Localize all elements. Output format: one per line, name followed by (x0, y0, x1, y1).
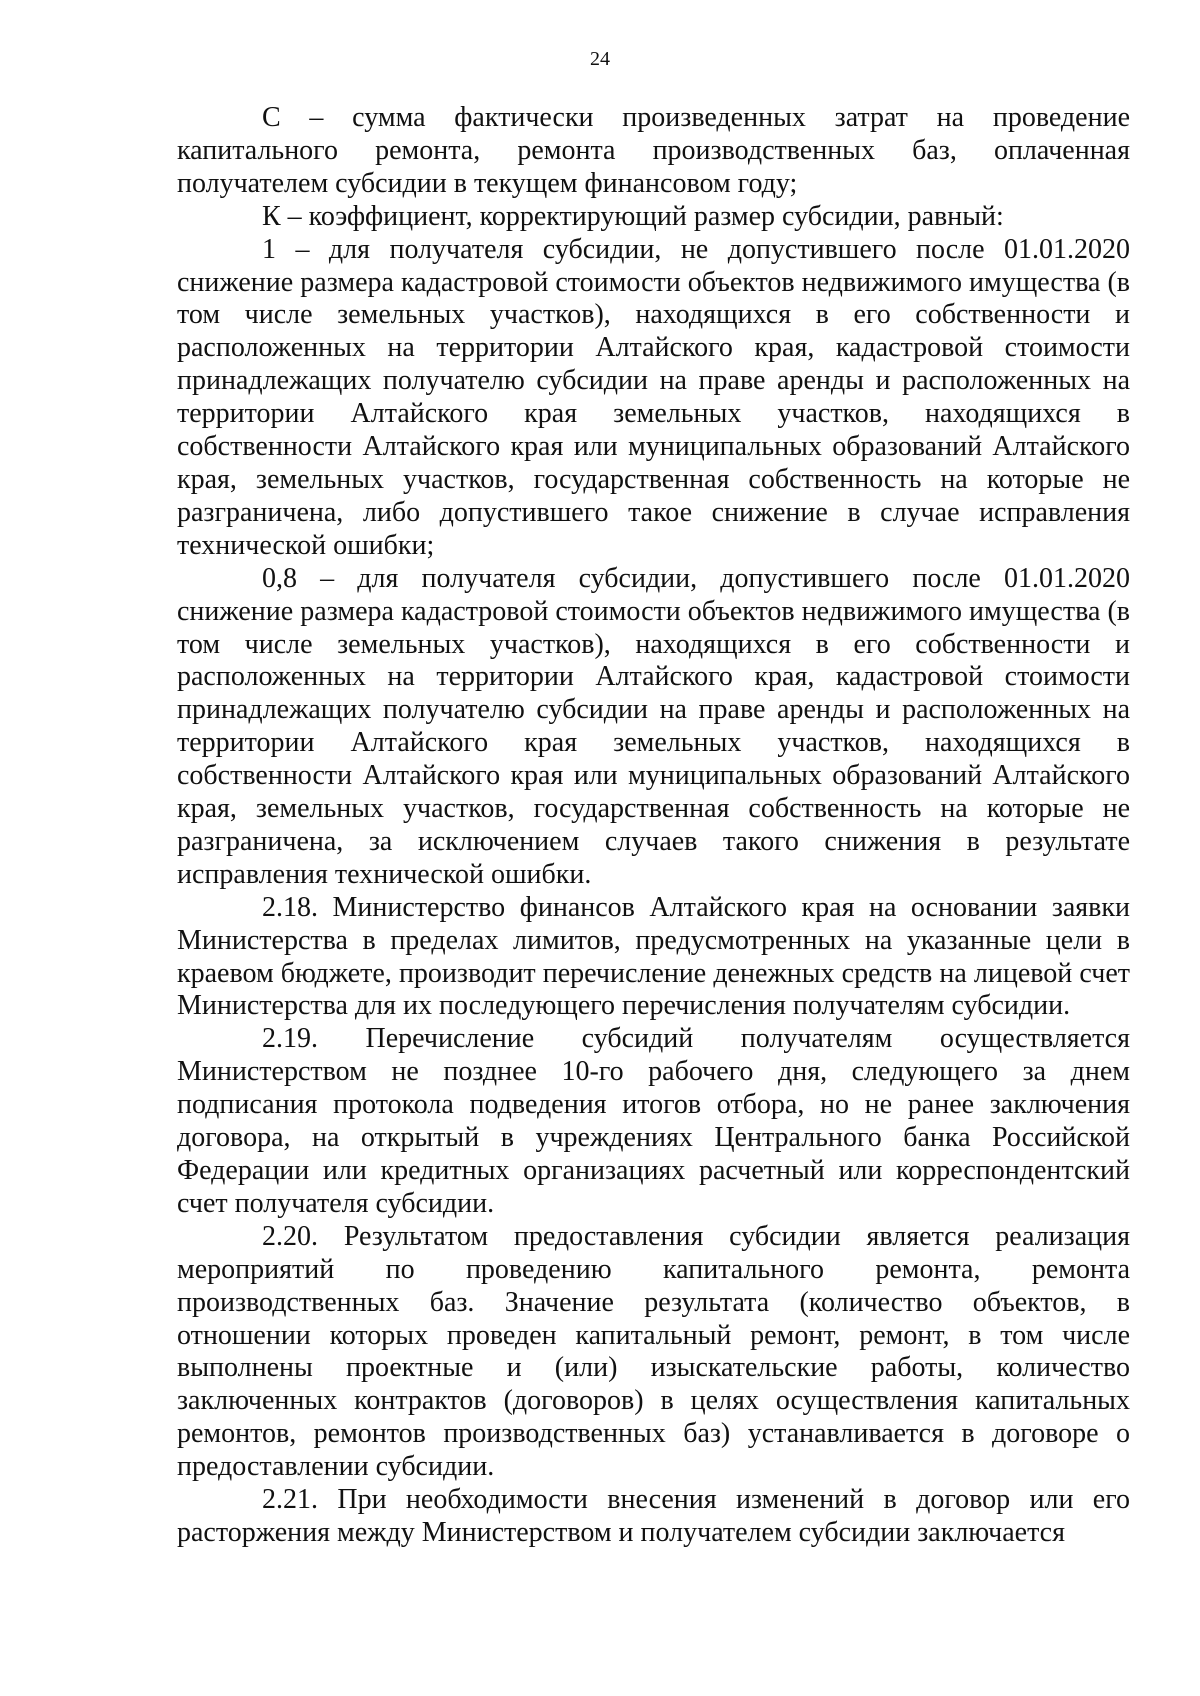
paragraph-coefficient-definition: К – коэффициент, корректирующий размер субсидии, равный: (262, 200, 1004, 232)
paragraph-2-18: 2.18. Министерство финансов Алтайского края на основании заявки Министерства в пределах лимитов, предусмотренных на указанные цели в краевом бюджете, производит перечисление денежных средств на лицевой счет Министерства для их последующего перечисления получателям субсидии. (177, 891, 1130, 1022)
paragraph-2-21: 2.21. При необходимости внесения изменений в договор или его расторжения между Министерством и получателем субсидии заключается (177, 1484, 1130, 1548)
page-number: 24 (590, 48, 610, 70)
paragraph-2-19: 2.19. Перечисление субсидий получателям осуществляется Министерством не позднее 10-го рабочего дня, следующего за днем подписания протокола подведения итогов отбора, но не ранее заключения договора, на открытый в учреждениях Центрального банка Российской Федерации или кредитных организациях расчетный или корреспондентский счет получателя субсидии. (177, 1023, 1130, 1219)
paragraph-coefficient-point-eight: 0,8 – для получателя субсидии, допустившего после 01.01.2020 снижение размера кадастровой стоимости объектов недвижимого имущества (в том числе земельных участков), находящихся в его собственности и расположенных на территории Алтайского края, кадастровой стоимости принадлежащих получателю субсидии на праве аренды и расположенных на территории Алтайского края земельных участков, находящихся в собственности Алтайского края или муниципальных образований Алтайского края, земельных участков, государственная собственность на которые не разграничена, за исключением случаев такого снижения в результате исправления технической ошибки. (177, 562, 1130, 890)
paragraph-coefficient-one: 1 – для получателя субсидии, не допустившего после 01.01.2020 снижение размера кадастровой стоимости объектов недвижимого имущества (в том числе земельных участков), находящихся в его собственности и расположенных на территории Алтайского края, кадастровой стоимости принадлежащих получателю субсидии на праве аренды и расположенных на территории Алтайского края земельных участков, находящихся в собственности Алтайского края или муниципальных образований Алтайского края, земельных участков, государственная собственность на которые не разграничена, либо допустившего такое снижение в случае исправления технической ошибки; (177, 233, 1130, 561)
paragraph-2-20: 2.20. Результатом предоставления субсидии является реализация мероприятий по проведению капитального ремонта, ремонта производственных баз. Значение результата (количество объектов, в отношении которых проведен капитальный ремонт, ремонт, в том числе выполнены проектные и (или) изыскательские работы, количество заключенных контрактов (договоров) в целях осуществления капитальных ремонтов, ремонтов производственных баз) устанавливается в договоре о предоставлении субсидии. (177, 1220, 1130, 1483)
document-body (177, 102, 1130, 1550)
paragraph-sum-definition: С – сумма фактически произведенных затрат на проведение капитального ремонта, ремонта производственных баз, оплаченная получателем субсидии в текущем финансовом году; (177, 102, 1130, 199)
